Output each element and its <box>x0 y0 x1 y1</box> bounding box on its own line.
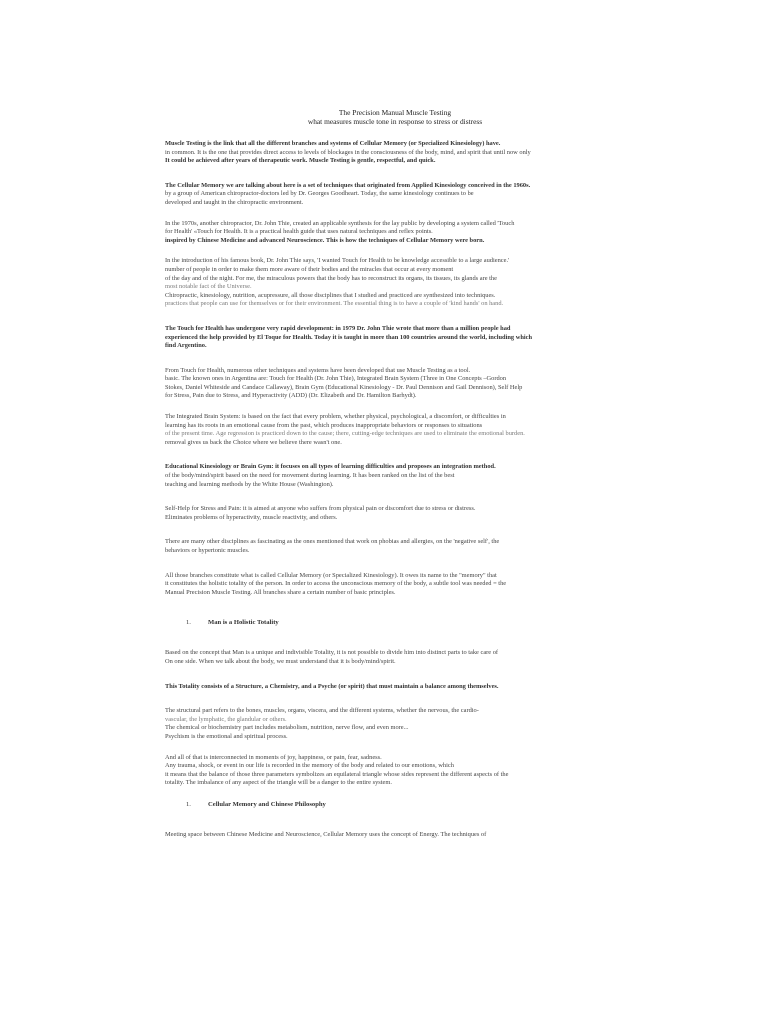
paragraph-gap <box>165 597 625 618</box>
paragraph-gap <box>165 208 625 220</box>
text-line: This Totality consists of a Structure, a Chemistry, and a Psyche (or spirit) that must maintain a balance among themselves. <box>165 682 499 690</box>
text-line: Psychism is the emotional and spiritual process. <box>165 732 288 740</box>
text-line: On one side. When we talk about the body, we must understand that it is body/mind/spirit. <box>165 657 396 665</box>
text-line: And all of that is interconnected in moments of joy, happiness, or pain, fear, sadness. <box>165 753 382 761</box>
paragraph <box>165 538 625 555</box>
text-line: learning has its roots in an emotional cause from the past, which produces inappropriate behaviors or responses to situations <box>165 421 483 429</box>
text-line: Muscle Testing is the link that all the different branches and systems of Cellular Memory (or Specialized Kinesiology) have. <box>165 140 501 147</box>
section-title: Cellular Memory and Chinese Philosophy <box>208 800 326 808</box>
paragraph <box>165 140 625 166</box>
text-line: teaching and learning methods by the White House (Washington). <box>165 480 334 488</box>
paragraph-gap <box>165 788 625 800</box>
paragraph <box>165 707 625 741</box>
text-line: It could be achieved after years of therapeutic work. Muscle Testing is gentle, respectful, and quick. <box>165 157 436 165</box>
text-line: All those branches constitute what is called Cellular Memory (or Specialized Kinesiology). It owes its name to the "memory" that <box>165 571 497 579</box>
paragraph <box>165 463 625 489</box>
text-line: inspired by Chinese Medicine and advanced Neuroscience. This is how the techniques of Cellular Memory were born. <box>165 236 485 244</box>
paragraph-gap <box>165 166 625 182</box>
text-line: developed and taught in the chiropractic environment. <box>165 198 304 206</box>
text-line: find Argentino. <box>165 342 207 350</box>
section-title: Man is a Holistic Totality <box>208 619 279 627</box>
text-line: The chemical or biochemistry part includes metabolism, nutrition, nerve flow, and even more... <box>165 724 409 732</box>
document-title: The Precision Manual Muscle Testing <box>338 108 452 117</box>
text-line: Chiropractic, kinesiology, nutrition, acupressure, all those disciplines that I studied and practiced are synthesized into techniques. <box>165 291 496 299</box>
paragraph <box>165 505 625 522</box>
text-line: Stokes, Daniel Whiteside and Candace Callaway), Brain Gym (Educational Kinesiology - Dr. Paul Dennison and Gail Dennison), Self Help <box>165 383 523 391</box>
text-line: removal gives us back the Choice where we believe there wasn't one. <box>165 438 342 446</box>
text-line: of the present time. Age regression is practiced down to the cause; there, cutting-edge techniques are used to eliminate the emotional burden. <box>165 430 525 438</box>
section-number: 1. <box>186 619 191 627</box>
paragraph <box>165 754 625 788</box>
paragraph-gap <box>165 556 625 572</box>
paragraph <box>165 325 625 351</box>
paragraph <box>165 683 625 692</box>
text-line: of the day and of the night. For me, the miraculous powers that the body has to reconstruct its organs, its tissues, its glands are the <box>165 274 497 282</box>
text-line: Educational Kinesiology or Brain Gym: it focuses on all types of learning difficulties and proposes an integration method. <box>165 463 496 471</box>
text-line: number of people in order to make them more aware of their bodies and the miracles that occur at every moment <box>165 265 454 273</box>
text-line: it constitutes the holistic totality of the person. In order to access the unconscious memory of the body, a subtle tool was needed = the <box>165 580 507 588</box>
paragraph-gap <box>165 691 625 707</box>
paragraph-gap <box>165 245 625 257</box>
paragraph-gap <box>165 489 625 505</box>
text-line: From Touch for Health, numerous other techniques and systems have been developed that use Muscle Testing as a tool. <box>165 366 471 374</box>
text-line: The Integrated Brain System: is based on the fact that every problem, whether physical, psychological, a discomfort, or difficulties in <box>165 413 506 421</box>
paragraph-gap <box>165 447 625 463</box>
text-line: it means that the balance of those three parameters symbolizes an equilateral triangle whose sides represent the different aspects of the <box>165 770 509 778</box>
paragraph <box>165 831 625 840</box>
text-line: for Health' «Touch for Health. It is a practical health guide that uses natural techniques and reflex points. <box>165 228 433 236</box>
paragraph-gap <box>165 628 625 649</box>
paragraph <box>165 572 625 598</box>
text-line: Any trauma, shock, or event in our life is recorded in the memory of the body and related to our emotions, which <box>165 762 454 770</box>
text-line: Meeting space between Chinese Medicine and Neuroscience, Cellular Memory uses the concept of Energy. The techniques of <box>165 830 487 838</box>
text-line: Eliminates problems of hyperactivity, muscle reactivity, and others. <box>165 513 338 521</box>
paragraph-gap <box>165 810 625 831</box>
text-line: practices that people can use for themselves or for their environment. The essential thing is to have a couple of 'kind hands' on hand. <box>165 300 504 308</box>
paragraph <box>165 182 625 208</box>
section-heading <box>165 800 625 810</box>
paragraph <box>165 413 625 447</box>
section-number: 1. <box>186 800 191 808</box>
paragraph-gap <box>165 742 625 754</box>
paragraph <box>165 257 625 309</box>
text-line: most notable fact of the Universe. <box>165 283 252 291</box>
text-line: The Cellular Memory we are talking about here is a set of techniques that originated from Applied Kinesiology conceived in the 1960s. <box>165 181 531 189</box>
text-line: Self-Help for Stress and Pain: it is aimed at anyone who suffers from physical pain or discomfort due to stress or distress. <box>165 505 476 513</box>
document-body <box>165 140 625 840</box>
text-line: Based on the concept that Man is a unique and indivisible Totality, it is not possible to divide him into distinct parts to take care of <box>165 649 499 657</box>
paragraph-gap <box>165 309 625 325</box>
text-line: by a group of American chiropractor-doctors led by Dr. Georges Goodheart. Today, the same kinesiology continues to be <box>165 190 474 198</box>
paragraph-gap <box>165 667 625 683</box>
text-line: The structural part refers to the bones, muscles, organs, viscera, and the different systems, whether the nervous, the cardio- <box>165 707 479 715</box>
text-line: behaviors or hypertonic muscles. <box>165 547 250 554</box>
paragraph <box>165 367 625 401</box>
text-line: for Stress, Pain due to Stress, and Hyperactivity (ADD) (Dr. Elizabeth and Dr. Hamilton Barhydt). <box>165 392 417 400</box>
text-line: experienced the help provided by El Toque for Health. Today it is taught in more than 100 countries around the world, including which <box>165 333 533 341</box>
text-line: The Touch for Health has undergone very rapid development: in 1979 Dr. John Thie wrote that more than a million people had <box>165 324 511 332</box>
paragraph-gap <box>165 401 625 413</box>
paragraph-gap <box>165 522 625 538</box>
text-line: basic. The known ones in Argentina are: Touch for Health (Dr. John Thie), Integrated Brain System (Three in One Concepts –Gordon <box>165 375 507 383</box>
paragraph <box>165 220 625 246</box>
text-line: In the 1970s, another chiropractor, Dr. John Thie, created an applicable synthesis for the lay public by developing a system called 'Touch <box>165 219 515 227</box>
section-heading <box>165 618 625 628</box>
document-header <box>0 109 768 126</box>
text-line: There are many other disciplines as fascinating as the ones mentioned that work on phobias and allergies, on the 'negative self', the <box>165 538 500 546</box>
document-subtitle: what measures muscle tone in response to stress or distress <box>307 116 483 126</box>
paragraph-gap <box>165 351 625 367</box>
text-line: of the body/mind/spirit based on the need for movement during learning. It has been ranked on the list of the best <box>165 472 455 480</box>
paragraph <box>165 649 625 666</box>
text-line: totality. The imbalance of any aspect of the triangle will be a danger to the entire system. <box>165 779 392 787</box>
text-line: Manual Precision Muscle Testing. All branches share a certain number of basic principles. <box>165 588 396 596</box>
text-line: In the introduction of his famous book, Dr. John Thie says, 'I wanted Touch for Health to be knowledge accessible to a large audience.' <box>165 257 510 265</box>
text-line: in common. It is the one that provides direct access to levels of blockages in the consciousness of the body, mind, and spirit that until now only <box>165 148 531 156</box>
text-line: vascular, the lymphatic, the glandular or others. <box>165 715 287 723</box>
